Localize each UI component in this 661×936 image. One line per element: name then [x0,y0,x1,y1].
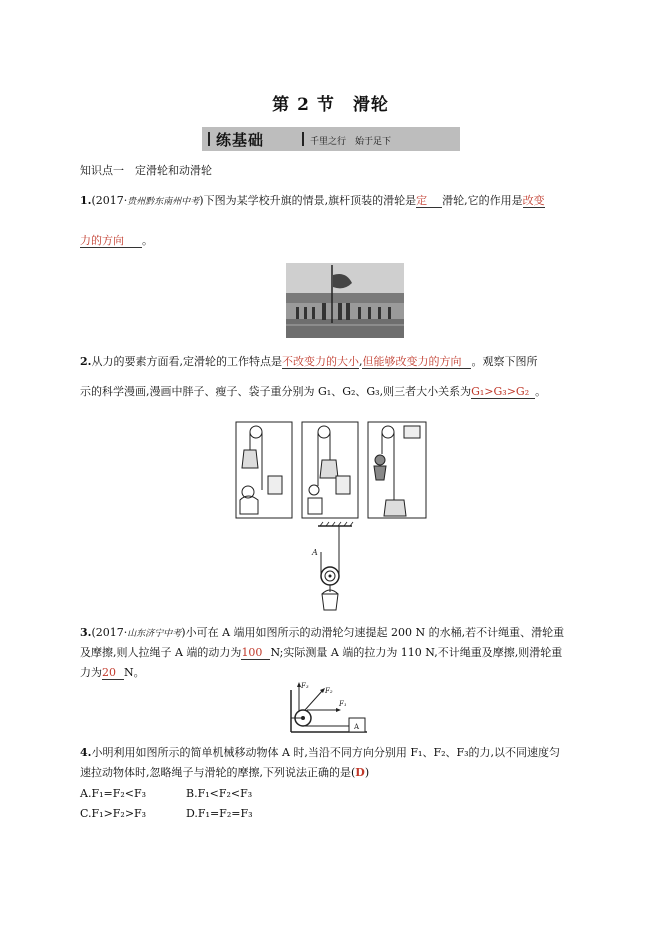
q3-line-2a: 及摩擦,则人拉绳子 A 端的动力为 [80,646,242,659]
q2-comma: , [358,355,363,368]
page-title: 第 2 节 滑轮 [272,95,389,115]
q3-line-1: 小可在 A 端用如图所示的动滑轮匀速提起 200 N 的水桶,若不计绳重、滑轮重 [185,626,565,639]
question-1-line-1 [80,192,545,211]
q4-line-1: 小明利用如图所示的简单机械移动物体 A 时,当沿不同方向分别用 F₁、F₂、F₃的力,以不同速度匀 [91,746,561,759]
flag-raising-photo [286,263,404,338]
q3-line-2b: N;实际测量 A 端的拉力为 110 N,不计绳重及摩擦,则滑轮重 [270,646,563,659]
q2-answer-3: G₁>G₃>G₂ [471,385,535,399]
section-heading: 知识点一 定滑轮和动滑轮 [80,164,212,177]
question-3-line-1 [80,624,564,643]
fig4-f2: F₂ [325,687,333,695]
q1-answer-2b: 力的方向 [80,234,142,248]
banner-bar-mid [302,132,304,146]
q1-text-b: 滑轮,它的作用是 [442,194,523,207]
q1-close: ) [199,194,204,207]
q3-open: (2017· [91,626,128,639]
q4-option-d: D.F₁=F₂=F₃ [186,807,253,820]
question-1-line-2 [80,232,153,249]
q2-line-2: 示的科学漫画,漫画中胖子、瘦子、袋子重分别为 G₁、G₂、G₃,则三者大小关系为 [80,385,472,398]
q2-end: 。 [535,385,547,398]
q4-option-a: A.F₁=F₂<F₃ [80,787,146,800]
banner-main: 练基础 [216,131,265,149]
q2-text-b: 。观察下图所 [471,355,538,368]
q1-answer-2a: 改变 [522,194,545,207]
q3-answer-1: 100 [241,646,270,660]
section-banner [202,127,460,151]
q1-open: (2017· [91,194,128,207]
movable-pulley-figure [308,522,358,614]
q4-answer: D [355,766,365,779]
banner-motto: 千里之行 始于足下 [310,137,392,147]
q4-line-2a: 速拉动物体时,忽略绳子与滑轮的摩擦,下列说法正确的是( [80,766,356,779]
q1-text-a: 下图为某学校升旗的情景,旗杆顶装的滑轮是 [203,194,417,207]
pulley-cartoon-panels [234,420,430,520]
fig4-block-label: A [354,723,360,731]
question-3-line-2 [80,644,562,661]
fig4-f3: F₃ [301,682,309,690]
fig4-f1: F₁ [339,700,347,708]
question-3-line-3 [80,664,145,681]
q2-answer-1: 不改变力的大小 [281,355,359,368]
q2-text-a: 从力的要素方面看,定滑轮的工作特点是 [91,355,282,368]
fig3-label-a: A [312,548,318,557]
question-4-line-1 [80,744,560,761]
q3-line-3a: 力为 [80,666,102,679]
q3-source: 山东济宁中考 [127,629,182,639]
fixed-pulley-block-figure [287,678,369,736]
q2-number: 2. [80,355,92,368]
q3-close: ) [181,626,186,639]
q3-number: 3. [80,626,92,639]
q1-number: 1. [80,194,92,207]
q4-number: 4. [80,746,92,759]
q3-answer-2: 20 [102,666,124,680]
banner-bar-left [208,132,210,146]
question-2-line-1 [80,353,537,370]
question-4-line-2 [80,764,369,781]
q1-answer-1: 定 [416,194,442,208]
q4-option-c: C.F₁>F₂>F₃ [80,807,147,820]
q2-answer-2: 但能够改变力的方向 [362,355,471,369]
q4-option-b: B.F₁<F₂<F₃ [186,787,253,800]
q4-line-2b: ) [364,766,370,779]
q1-source: 贵州黔东南州中考 [127,197,200,207]
q3-line-3b: N。 [124,666,145,679]
question-2-line-2 [80,383,546,400]
q1-end: 。 [142,234,153,247]
